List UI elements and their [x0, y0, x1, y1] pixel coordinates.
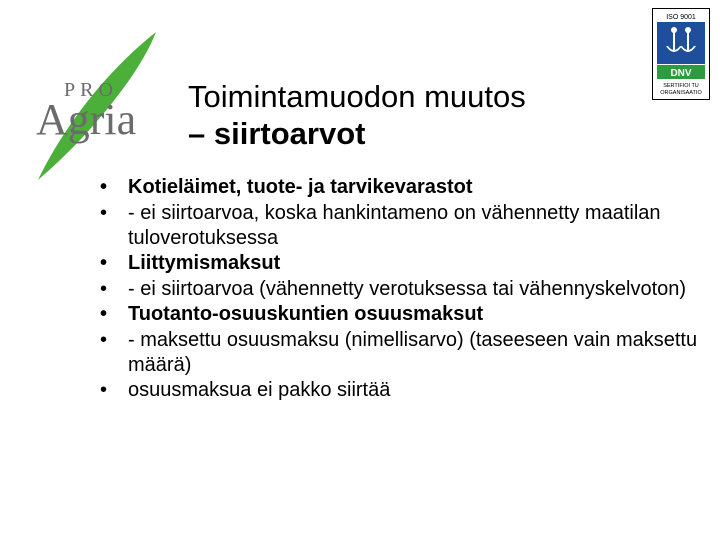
bullet-dot-icon: • [100, 277, 108, 300]
bullet-dot-icon: • [100, 328, 108, 351]
list-item [100, 302, 710, 327]
bullet-dot-icon: • [100, 252, 108, 274]
bullet-text: Liittymismaksut [128, 252, 281, 274]
cert-line2: ORGANISAATIO [660, 90, 702, 96]
cert-line1: SERTIFIOI TU [663, 83, 699, 89]
bullet-text: osuusmaksua ei pakko siirtää [128, 379, 391, 401]
slide-title [188, 78, 526, 152]
bullet-dot-icon: • [100, 303, 108, 325]
bullet-text: - maksettu osuusmaksu (nimellisarvo) (taseeseen vain maksettu määrä) [128, 328, 698, 376]
cert-anchor-panel [657, 22, 705, 64]
list-item [100, 175, 710, 200]
bullet-text: - ei siirtoarvoa (vähennetty verotuksessa tai vähennyskelvoton) [128, 277, 687, 300]
bullet-list [100, 175, 710, 404]
logo-pro-text: PRO [64, 79, 118, 101]
logo-agria-text: Agria [36, 95, 137, 144]
cert-dnv-text: DNV [670, 68, 692, 79]
title-line-2: – siirtoarvot [188, 116, 366, 151]
iso-certification-badge [652, 8, 710, 100]
bullet-dot-icon: • [100, 379, 108, 401]
list-item [100, 251, 710, 276]
list-item [100, 201, 710, 251]
bullet-text: Tuotanto-osuuskuntien osuusmaksut [128, 303, 484, 325]
title-line-1: Toimintamuodon muutos [188, 79, 526, 114]
list-item [100, 277, 710, 302]
bullet-dot-icon: • [100, 201, 108, 224]
bullet-text: Kotieläimet, tuote- ja tarvikevarastot [128, 176, 473, 198]
pro-agria-logo [28, 28, 163, 188]
list-item [100, 328, 710, 378]
list-item [100, 378, 710, 403]
bullet-dot-icon: • [100, 176, 108, 198]
bullet-text: - ei siirtoarvoa, koska hankintameno on vähennetty maatilan tuloverotuksessa [128, 201, 661, 249]
cert-iso-text: ISO 9001 [666, 14, 696, 21]
